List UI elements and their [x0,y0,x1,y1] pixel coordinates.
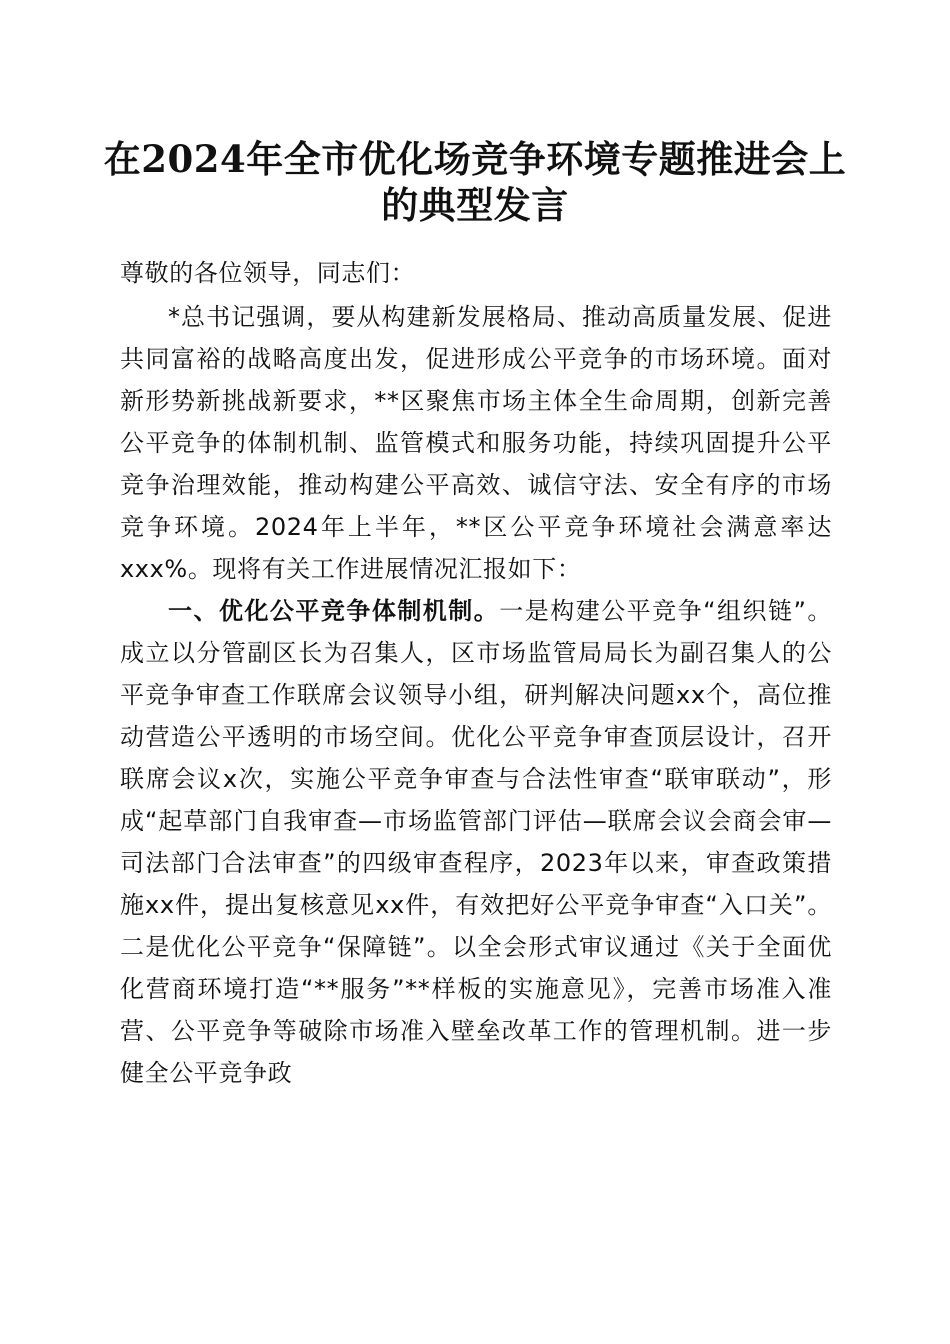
section-1-text: 一是构建公平竞争“组织链”。成立以分管副区长为召集人，区市场监管局局长为副召集人的公平竞争审查工作联席会议领导小组，研判解决问题xx个，高位推动营造公平透明的市场空间。优化公平竞争审查顶层设计，召开联席会议x次，实施公平竞争审查与合法性审查“联审联动”，形成“起草部门自我审查—市场监管部门评估—联席会议会商会审—司法部门合法审查”的四级审查程序，2023年以来，审查政策措施xx件，提出复核意见xx件，有效把好公平竞争审查“入口关”。二是优化公平竞争“保障链”。以全会形式审议通过《关于全面优化营商环境打造“**服务”**样板的实施意见》，完善市场准入准营、公平竞争等破除市场准入壁垒改革工作的管理机制。进一步健全公平竞争政 [120,597,832,1087]
salutation: 尊敬的各位领导，同志们： [120,259,416,287]
document-body [120,252,832,1094]
section-1-heading: 一、优化公平竞争体制机制。 [168,597,500,625]
title-line-1: 在2024年全市优化场竞争环境专题推进会上 [103,137,847,181]
paragraph-section-1 [120,590,832,1094]
document-title [100,136,850,228]
title-line-2: 的典型发言 [381,183,569,227]
paragraph-intro: *总书记强调，要从构建新发展格局、推动高质量发展、促进共同富裕的战略高度出发，促进形成公平竞争的市场环境。面对新形势新挑战新要求，**区聚焦市场主体全生命周期，创新完善公平竞争的体制机制、监管模式和服务功能，持续巩固提升公平竞争治理效能，推动构建公平高效、诚信守法、安全有序的市场竞争环境。2024年上半年，**区公平竞争环境社会满意率达xxx%。现将有关工作进展情况汇报如下： [120,303,832,583]
